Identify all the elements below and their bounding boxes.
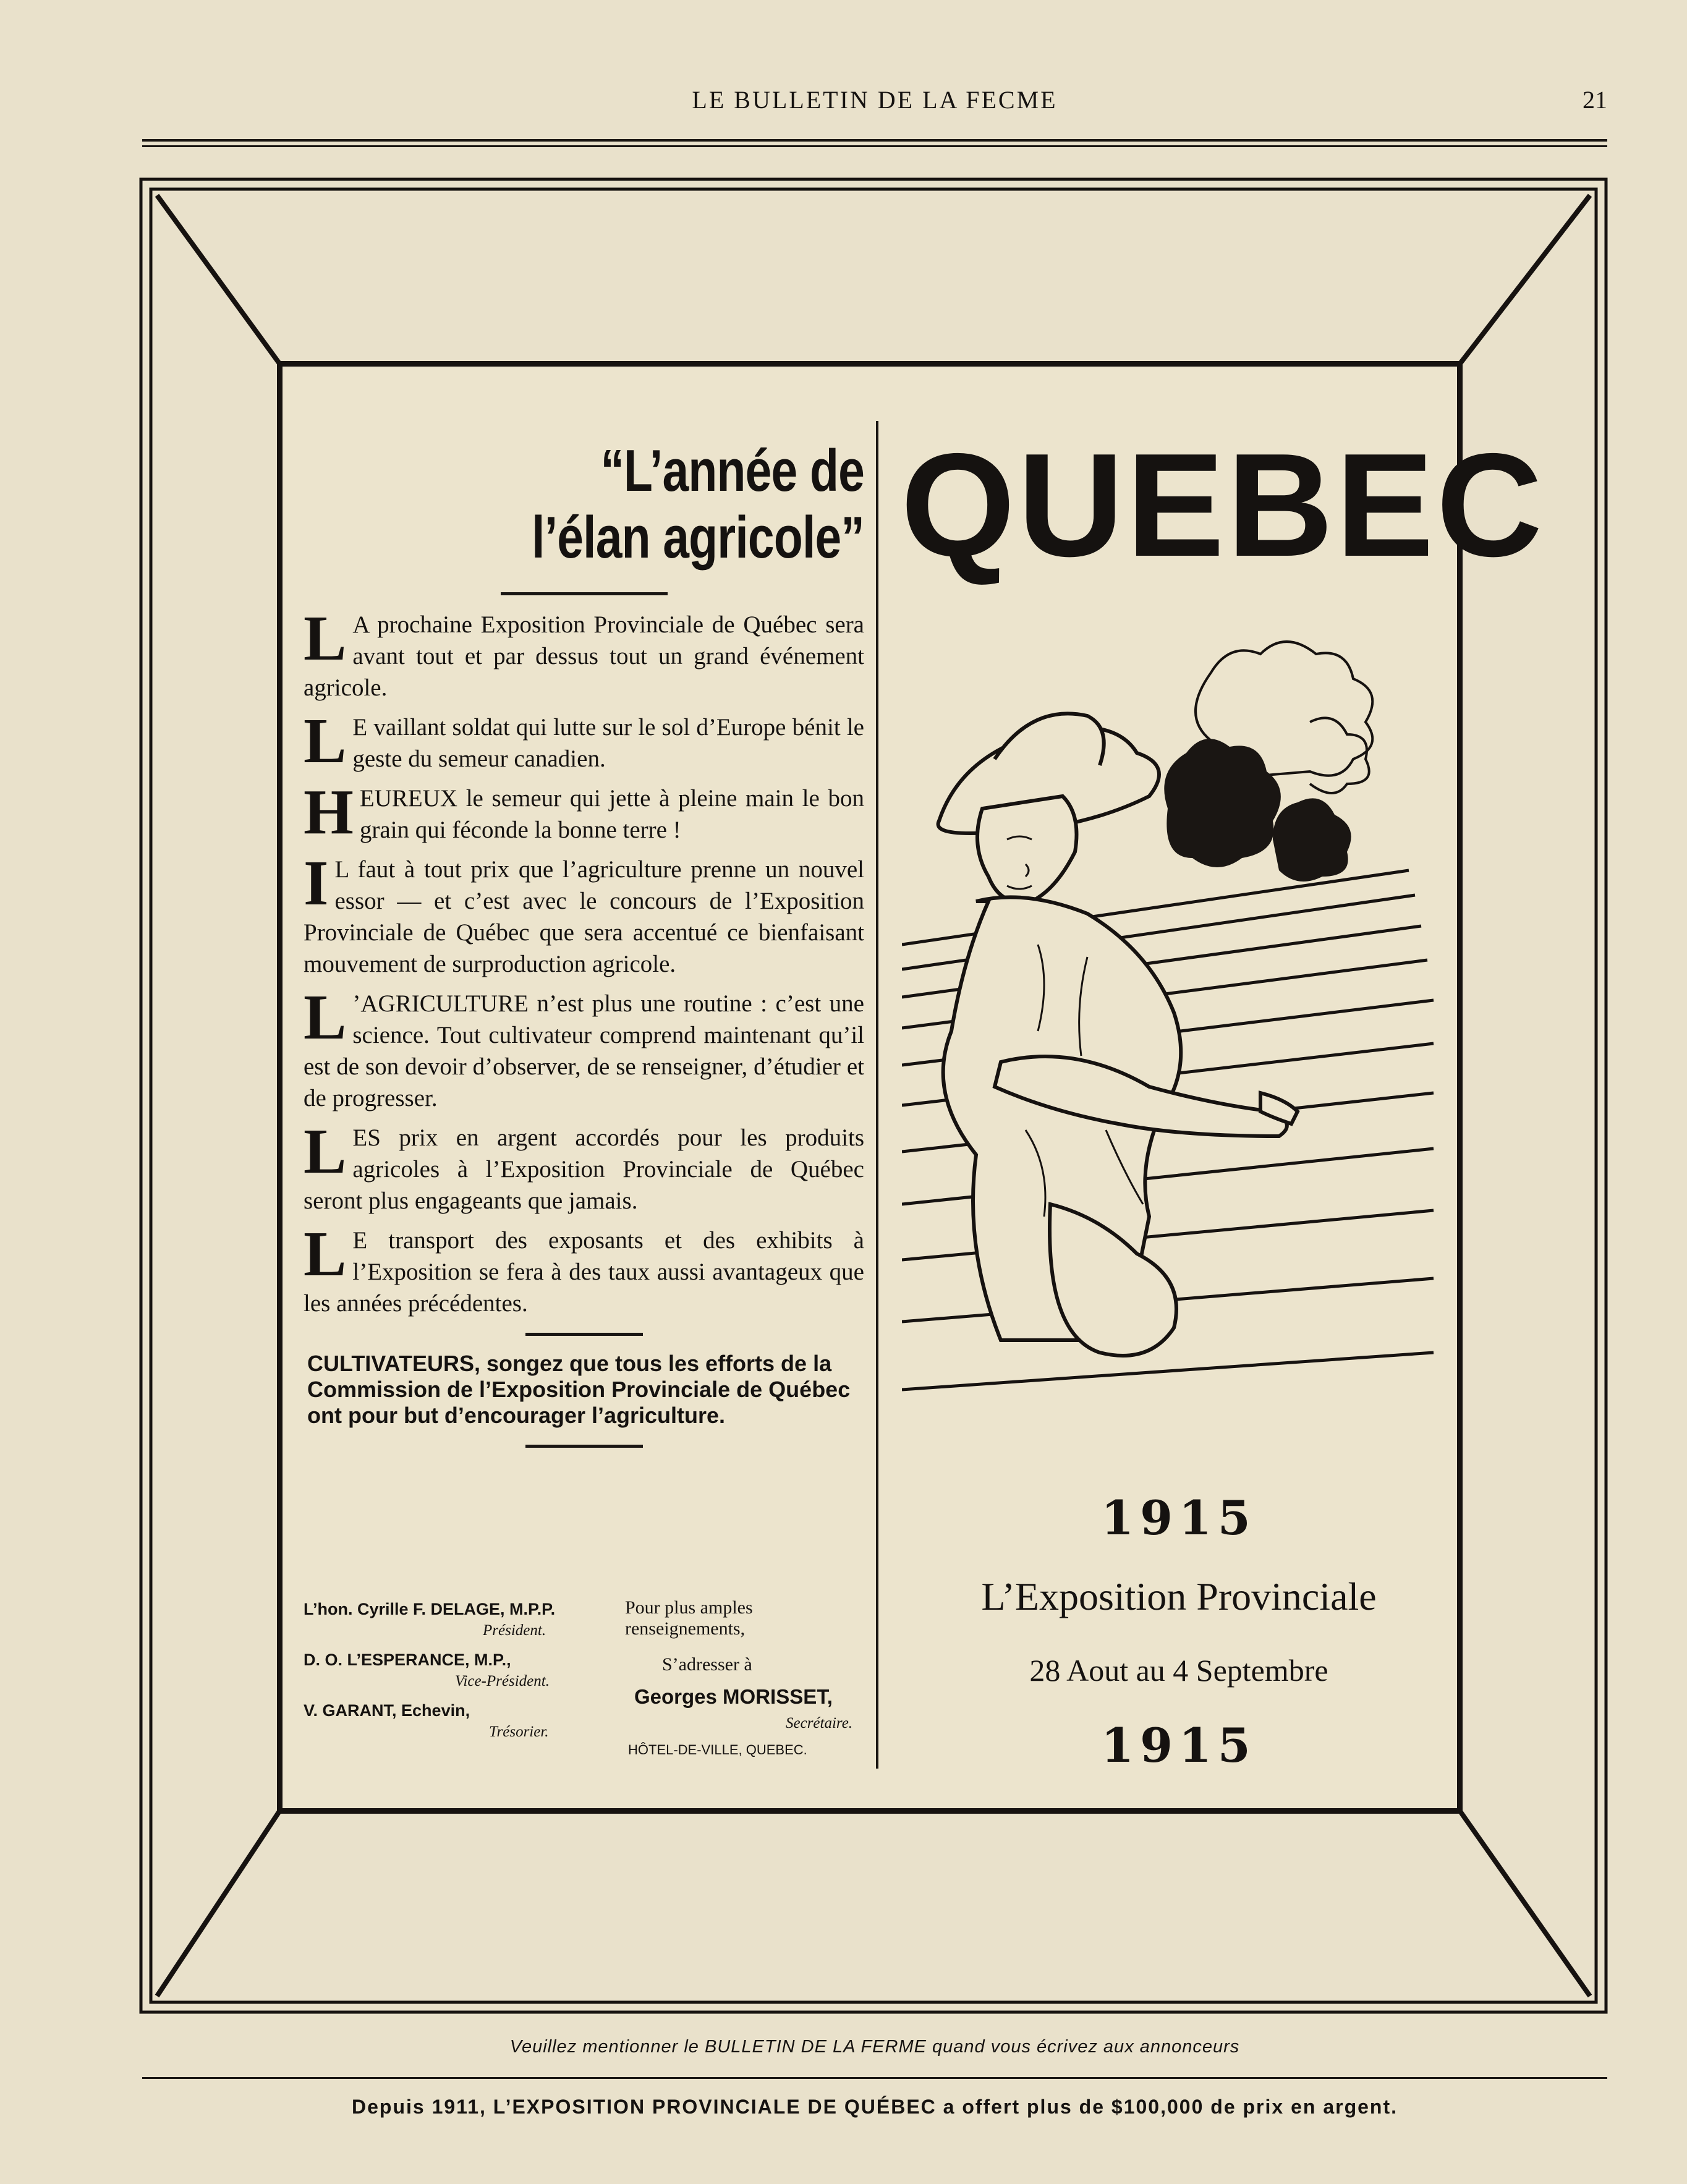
paragraph [304, 776, 864, 848]
paragraph-text: E transport des exposants et des exhibits à l’Exposition se fera à des taux aussi avantageux que les années précédentes. [304, 1227, 864, 1317]
body-paragraphs [304, 603, 864, 1319]
headline-line-2: l’élan agricole” [532, 504, 864, 571]
officers-block [304, 1597, 864, 1761]
paragraph-text: A prochaine Exposition Provinciale de Québec sera avant tout et par dessus tout un grand événement agricole. [304, 611, 864, 701]
secretary-role: Secrétaire. [786, 1715, 853, 1731]
headline [415, 438, 864, 571]
paragraph-text: ES prix en argent accordés pour les produits agricoles à l’Exposition Provinciale de Québec seront plus engageants que jamais. [304, 1124, 864, 1214]
column-divider [876, 421, 878, 1769]
exposition-dates: 28 Aout au 4 Septembre [1029, 1653, 1328, 1688]
paragraph-text: L faut à tout prix que l’agriculture prenne un nouvel essor — et c’est avec le concours de l’Exposition Provinciale de Québec que sera accentué ce bienfaisant mouvement de surproduction agricole. [304, 856, 864, 977]
advertisement-panel [277, 361, 1545, 1814]
advertiser-mention-note: Veuillez mentionner le BULLETIN DE LA FERME quand vous écrivez aux annonceurs [509, 2037, 1240, 2057]
headline-line-1: “L’année de [600, 438, 864, 504]
journal-title: LE BULLETIN DE LA FECME [692, 86, 1058, 114]
quebec-title: QUEBEC [901, 423, 1545, 587]
paragraph [304, 848, 864, 980]
president-name: L’hon. Cyrille F. DELAGE, M.P.P. [304, 1600, 556, 1618]
paragraph [304, 1116, 864, 1217]
drop-cap: L [304, 705, 347, 776]
left-column [304, 438, 864, 1448]
paragraph-text: ’AGRICULTURE n’est plus une routine : c’est une science. Tout cultivateur comprend maintenant qu’il est de son devoir d’observer, de se renseigner, d’étudier et de progresser. [304, 990, 864, 1111]
exposition-name: L’Exposition Provinciale [981, 1574, 1377, 1618]
drop-cap: H [304, 776, 354, 848]
paragraph [304, 705, 864, 776]
page-number: 21 [1583, 86, 1607, 114]
paragraph-text: E vaillant soldat qui lutte sur le sol d’Europe bénit le geste du semeur canadien. [352, 714, 864, 772]
secretary-address: HÔTEL-DE-VILLE, QUEBEC. [628, 1742, 807, 1757]
treasurer-name: V. GARANT, Echevin, [304, 1701, 470, 1720]
farmer-sowing-illustration [902, 635, 1440, 1501]
drop-cap: L [304, 1218, 347, 1290]
paragraph [304, 982, 864, 1114]
closing-rule-top [525, 1333, 643, 1336]
paragraph [304, 1218, 864, 1319]
drop-cap: L [304, 1116, 347, 1187]
treasurer-role: Trésorier. [489, 1723, 549, 1740]
contact-intro: Pour plus amples renseignements, [625, 1597, 753, 1639]
paragraph [304, 603, 864, 703]
headline-rule [501, 592, 668, 595]
paragraph-text: EUREUX le semeur qui jette à pleine main le bon grain qui féconde la bonne terre ! [359, 785, 864, 843]
year-top: 1915 [1101, 1490, 1257, 1545]
vice-president-name: D. O. L’ESPERANCE, M.P., [304, 1651, 511, 1669]
closing-rule-bottom [525, 1445, 643, 1448]
vice-president-role: Vice-Président. [455, 1673, 550, 1689]
drop-cap: L [304, 603, 347, 674]
year-bottom: 1915 [1101, 1718, 1257, 1773]
president-role: Président. [483, 1622, 546, 1639]
closing-statement: CULTIVATEURS, songez que tous les efforts de la Commission de l’Exposition Provinciale de Québec ont pour but d’encourager l’agriculture. [307, 1351, 851, 1428]
footer-rule [142, 2077, 1607, 2079]
secretary-name: Georges MORISSET, [634, 1685, 833, 1708]
drop-cap: L [304, 982, 347, 1053]
bottom-banner: Depuis 1911, L’EXPOSITION PROVINCIALE DE QUÉBEC a offert plus de $100,000 de prix en argent. [352, 2096, 1398, 2118]
drop-cap: I [304, 848, 329, 919]
contact-address-to: S’adresser à [662, 1654, 752, 1675]
